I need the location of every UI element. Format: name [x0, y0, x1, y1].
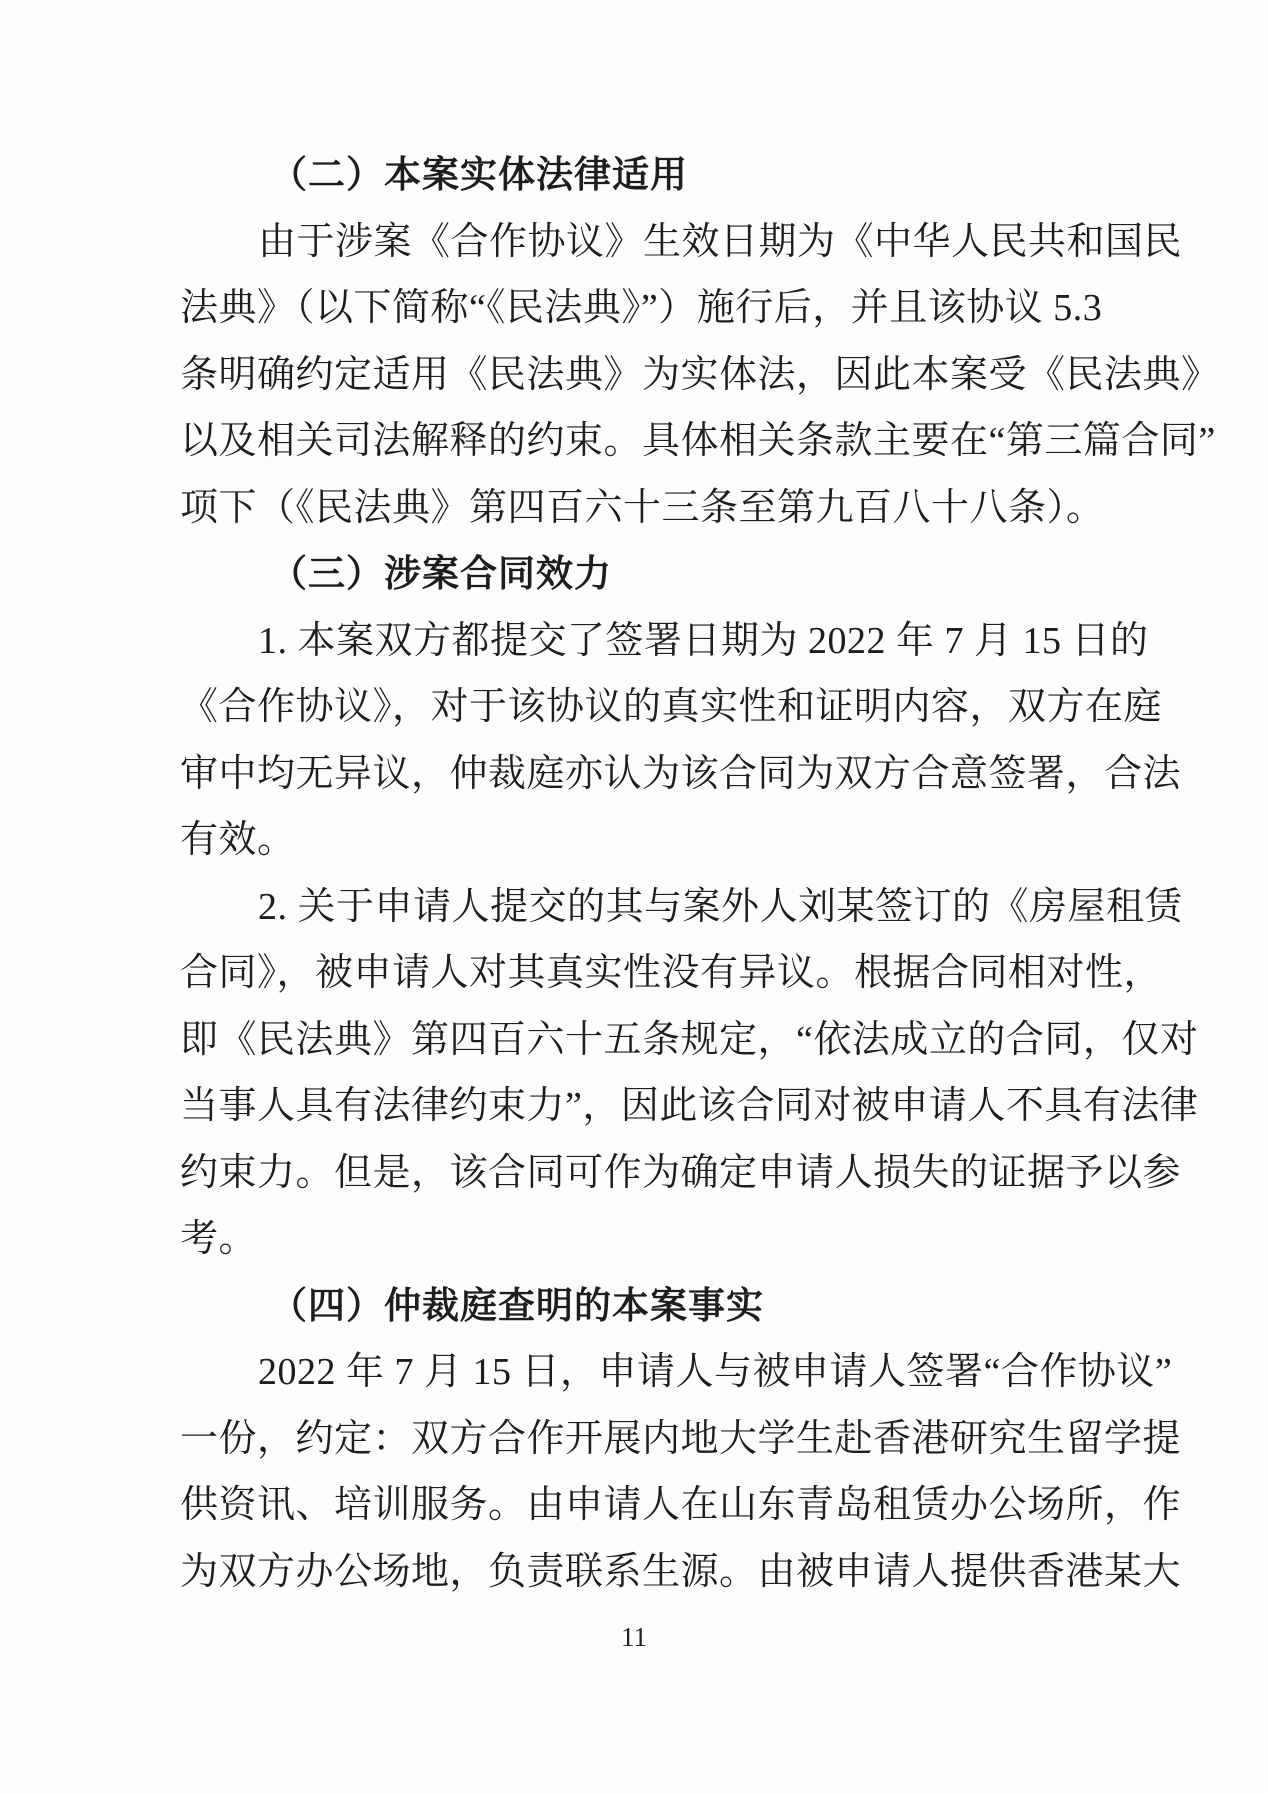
- text-line: 以及相关司法解释的约束。具体相关条款主要在“第三篇合同”: [180, 420, 1216, 462]
- text-line: 由于涉案《合作协议》生效日期为《中华人民共和国民: [258, 220, 1183, 263]
- section-heading: （四）仲裁庭查明的本案事实: [270, 1284, 764, 1326]
- text-block: [180, 142, 1220, 1605]
- text-line: 供资讯、培训服务。由申请人在山东青岛租赁办公场所，作: [180, 1484, 1182, 1526]
- text-line: 2022 年 7 月 15 日，申请人与被申请人签署“合作协议”: [258, 1351, 1173, 1393]
- text-line: 《合作协议》，对于该协议的真实性和证明内容，双方在庭: [180, 686, 1163, 728]
- text-line: 合同》，被申请人对其真实性没有异议。根据合同相对性，: [180, 952, 1163, 994]
- text-line: 一份，约定：双方合作开展内地大学生赴香港研究生留学提: [180, 1417, 1182, 1460]
- text-line: 有效。: [180, 819, 296, 861]
- text-line: 考。: [180, 1218, 258, 1260]
- text-line: 审中均无异议，仲裁庭亦认为该合同为双方合意签署，合法: [180, 752, 1182, 795]
- text-line: 项下（《民法典》第四百六十三条至第九百八十八条）。: [180, 486, 1105, 529]
- section-heading: （三）涉案合同效力: [270, 553, 612, 594]
- text-line: 即《民法典》第四百六十五条规定，“依法成立的合同，仅对: [180, 1018, 1199, 1061]
- text-line: 为双方办公场地，负责联系生源。由被申请人提供香港某大: [180, 1550, 1182, 1593]
- page-number: 11: [621, 1622, 647, 1652]
- text-line: 2. 关于申请人提交的其与案外人刘某签订的《房屋租赁: [258, 885, 1184, 928]
- text-line: 约束力。但是，该合同可作为确定申请人损失的证据予以参: [180, 1151, 1182, 1194]
- text-line: 条明确约定适用《民法典》为实体法，因此本案受《民法典》: [180, 353, 1220, 396]
- text-line: 1. 本案双方都提交了签署日期为 2022 年 7 月 15 日的: [258, 619, 1149, 662]
- text-line: 当事人具有法律约束力”，因此该合同对被申请人不具有法律: [180, 1085, 1199, 1127]
- text-line: 法典》（以下简称“《民法典》”）施行后，并且该协议 5.3: [180, 287, 1103, 329]
- section-heading: （二）本案实体法律适用: [270, 154, 688, 195]
